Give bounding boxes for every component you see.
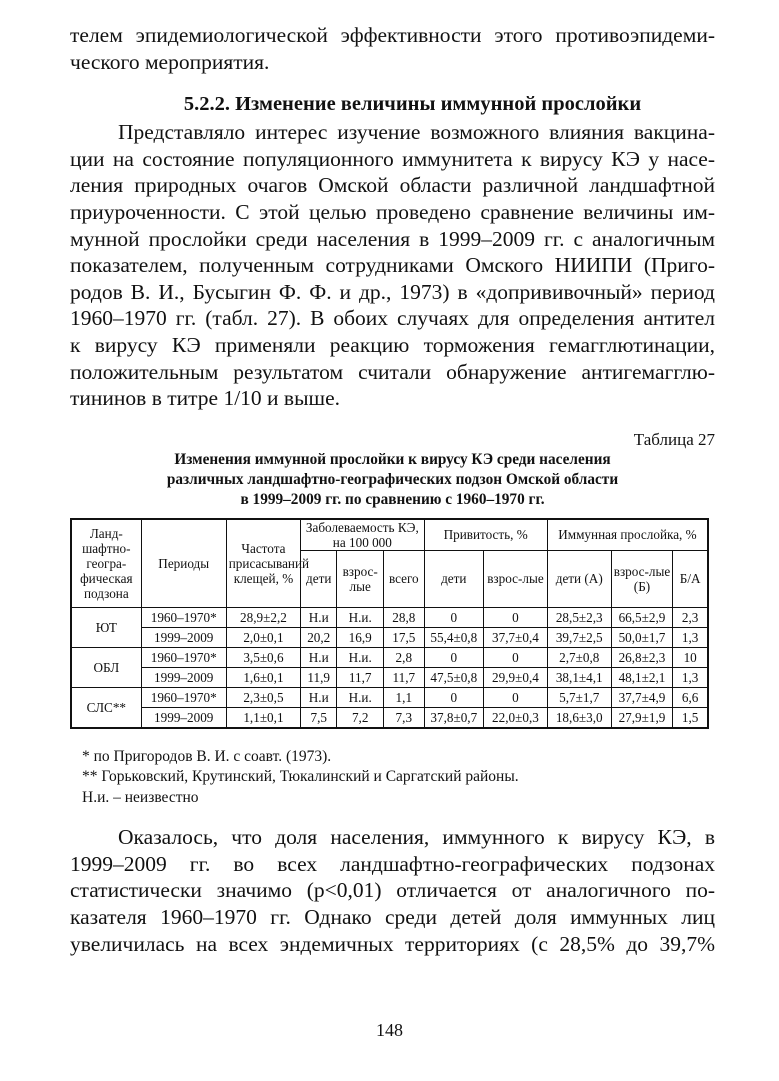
note: Н.и. – неизвестно — [82, 788, 199, 806]
header-adults: взрос-лые — [337, 550, 384, 607]
table-cell: 2,0±0,1 — [226, 627, 300, 647]
table-cell: 7,2 — [337, 707, 384, 728]
table-cell: 0 — [424, 607, 484, 627]
table-cell: 1999–2009 — [141, 707, 226, 728]
header-total: всего — [384, 550, 424, 607]
text-line: телем эпидемиологической эффективности этого противоэпидеми- — [70, 23, 715, 47]
table-cell: 1960–1970* — [141, 607, 226, 627]
text-line: 1960–1970 гг. (табл. 27). В обоих случаях для определения антител — [70, 306, 715, 331]
table-cell: 5,7±1,7 — [547, 687, 611, 707]
caption-line: различных ландшафтно-географических подзон Омской области — [166, 470, 619, 488]
table-cell: 11,7 — [337, 667, 384, 687]
table-cell: 17,5 — [384, 627, 424, 647]
table-cell: 38,1±4,1 — [547, 667, 611, 687]
table-cell: 0 — [484, 607, 548, 627]
table-cell: 2,3±0,5 — [226, 687, 300, 707]
text-line: ления природных очагов Омской области различной ландшафтной — [70, 173, 715, 198]
table-cell: 18,6±3,0 — [547, 707, 611, 728]
header-adults: взрос-лые — [484, 550, 548, 607]
table-cell: 55,4±0,8 — [424, 627, 484, 647]
paragraph-2 — [70, 824, 715, 957]
intro-paragraph — [70, 22, 715, 75]
table-cell: Н.и. — [337, 647, 384, 667]
table-number: Таблица 27 — [633, 429, 715, 449]
section-heading: 5.2.2. Изменение величины иммунной прослойки — [183, 93, 642, 116]
table-cell: 7,3 — [384, 707, 424, 728]
table-cell: 48,1±2,1 — [611, 667, 673, 687]
text-line: увеличилась на всех эндемичных территориях (с 28,5% до 39,7% — [70, 931, 715, 956]
table-cell: 3,5±0,6 — [226, 647, 300, 667]
caption-line: Изменения иммунной прослойки к вирусу КЭ среди населения — [174, 450, 611, 468]
table-cell: 37,7±4,9 — [611, 687, 673, 707]
note: ** Горьковский, Крутинский, Тюкалинский и Саргатский районы. — [82, 768, 519, 786]
table-row — [71, 687, 708, 707]
table-cell: 1,6±0,1 — [226, 667, 300, 687]
table-cell: 27,9±1,9 — [611, 707, 673, 728]
table-cell: 29,9±0,4 — [484, 667, 548, 687]
page-content — [70, 22, 715, 957]
header-children: дети — [424, 550, 484, 607]
text-line: Оказалось, что доля населения, иммунного к вирусу КЭ, в — [118, 825, 715, 850]
table-caption — [70, 450, 715, 510]
table-cell: 28,5±2,3 — [547, 607, 611, 627]
data-table — [70, 518, 709, 729]
text-line: ческого мероприятия. — [70, 49, 270, 74]
text-line: к вирусу КЭ применяли реакцию торможения гемагглютинации, — [70, 332, 715, 357]
header-periods: Периоды — [141, 519, 226, 608]
text-line: 1999–2009 гг. во всех ландшафтно-географических подзонах — [70, 851, 715, 876]
table-cell: 28,8 — [384, 607, 424, 627]
text-line: положительным результатом считали обнаружение антигемагглю- — [70, 359, 715, 384]
text-line: Представляло интерес изучение возможного влияния вакцина- — [118, 120, 715, 145]
table-cell: 20,2 — [301, 627, 337, 647]
table-row — [71, 607, 708, 627]
table-cell: 0 — [424, 687, 484, 707]
table-cell: 0 — [484, 687, 548, 707]
header-children-a: дети (А) — [547, 550, 611, 607]
paragraph-1 — [70, 119, 715, 412]
header-vaccination: Привитость, % — [424, 519, 547, 551]
table-body — [71, 607, 708, 728]
table-cell: 66,5±2,9 — [611, 607, 673, 627]
text-line: показателем, полученным сотрудниками Омского НИИПИ (Приго- — [70, 253, 715, 278]
table-cell: 1,1±0,1 — [226, 707, 300, 728]
header-children: дети — [301, 550, 337, 607]
table-cell: Н.и — [301, 687, 337, 707]
table-cell: Н.и. — [337, 607, 384, 627]
table-cell: Н.и — [301, 647, 337, 667]
header-morbidity: Заболеваемость КЭ, на 100 000 — [301, 519, 424, 551]
table-cell: 11,7 — [384, 667, 424, 687]
table-cell: 10 — [673, 647, 708, 667]
table-notes — [70, 747, 715, 809]
table-cell: 1,5 — [673, 707, 708, 728]
caption-line: в 1999–2009 гг. по сравнению с 1960–1970 гг. — [240, 490, 545, 508]
table-cell: 1,3 — [673, 667, 708, 687]
zone-cell: ЮТ — [71, 607, 141, 647]
table-cell: 2,8 — [384, 647, 424, 667]
table-cell: 47,5±0,8 — [424, 667, 484, 687]
table-cell: 2,3 — [673, 607, 708, 627]
header-immunity: Иммунная прослойка, % — [547, 519, 708, 551]
table-row — [71, 647, 708, 667]
text-line: ции на состояние популяционного иммунитета к вирусу КЭ у насе- — [70, 146, 715, 171]
table-cell: 1960–1970* — [141, 687, 226, 707]
table-cell: 28,9±2,2 — [226, 607, 300, 627]
zone-cell: СЛС** — [71, 687, 141, 728]
table-cell: 11,9 — [301, 667, 337, 687]
table-cell: 39,7±2,5 — [547, 627, 611, 647]
header-zone: Ланд-шафтно-геогра-фическая подзона — [71, 519, 141, 608]
table-cell: 50,0±1,7 — [611, 627, 673, 647]
table-cell: 1,3 — [673, 627, 708, 647]
table-cell: Н.и — [301, 607, 337, 627]
header-adults-b: взрос-лые (Б) — [611, 550, 673, 607]
table-row — [71, 667, 708, 687]
zone-cell: ОБЛ — [71, 647, 141, 687]
header-ratio: Б/А — [673, 550, 708, 607]
table-cell: 0 — [424, 647, 484, 667]
table-cell: 37,7±0,4 — [484, 627, 548, 647]
table-cell: 1999–2009 — [141, 627, 226, 647]
table-cell: 1960–1970* — [141, 647, 226, 667]
text-line: казателя 1960–1970 гг. Однако среди детей доля иммунных лиц — [70, 905, 715, 929]
note: * по Пригородов В. И. с соавт. (1973). — [82, 747, 332, 765]
page-number: 148 — [376, 1020, 403, 1040]
text-line: родов В. И., Бусыгин Ф. Ф. и др., 1973) в «допрививочный» период — [70, 279, 715, 304]
header-tick-frequency: Частота присасываний клещей, % — [226, 519, 300, 608]
table-cell: 1999–2009 — [141, 667, 226, 687]
table-cell: 6,6 — [673, 687, 708, 707]
table-cell: 1,1 — [384, 687, 424, 707]
text-line: статистически значимо (р<0,01) отличается от аналогичного по- — [70, 878, 715, 903]
text-line: приуроченности. С этой целью проведено сравнение величины им- — [70, 199, 715, 224]
table-cell: 0 — [484, 647, 548, 667]
table-cell: 16,9 — [337, 627, 384, 647]
table-cell: 2,7±0,8 — [547, 647, 611, 667]
table-row — [71, 627, 708, 647]
text-line: мунной прослойки среди населения в 1999–2009 гг. с аналогичным — [70, 226, 715, 251]
table-cell: 26,8±2,3 — [611, 647, 673, 667]
table-cell: 22,0±0,3 — [484, 707, 548, 728]
table-cell: Н.и. — [337, 687, 384, 707]
table-row — [71, 707, 708, 728]
table-cell: 37,8±0,7 — [424, 707, 484, 728]
table-cell: 7,5 — [301, 707, 337, 728]
text-line: тининов в титре 1/10 и выше. — [70, 386, 340, 411]
